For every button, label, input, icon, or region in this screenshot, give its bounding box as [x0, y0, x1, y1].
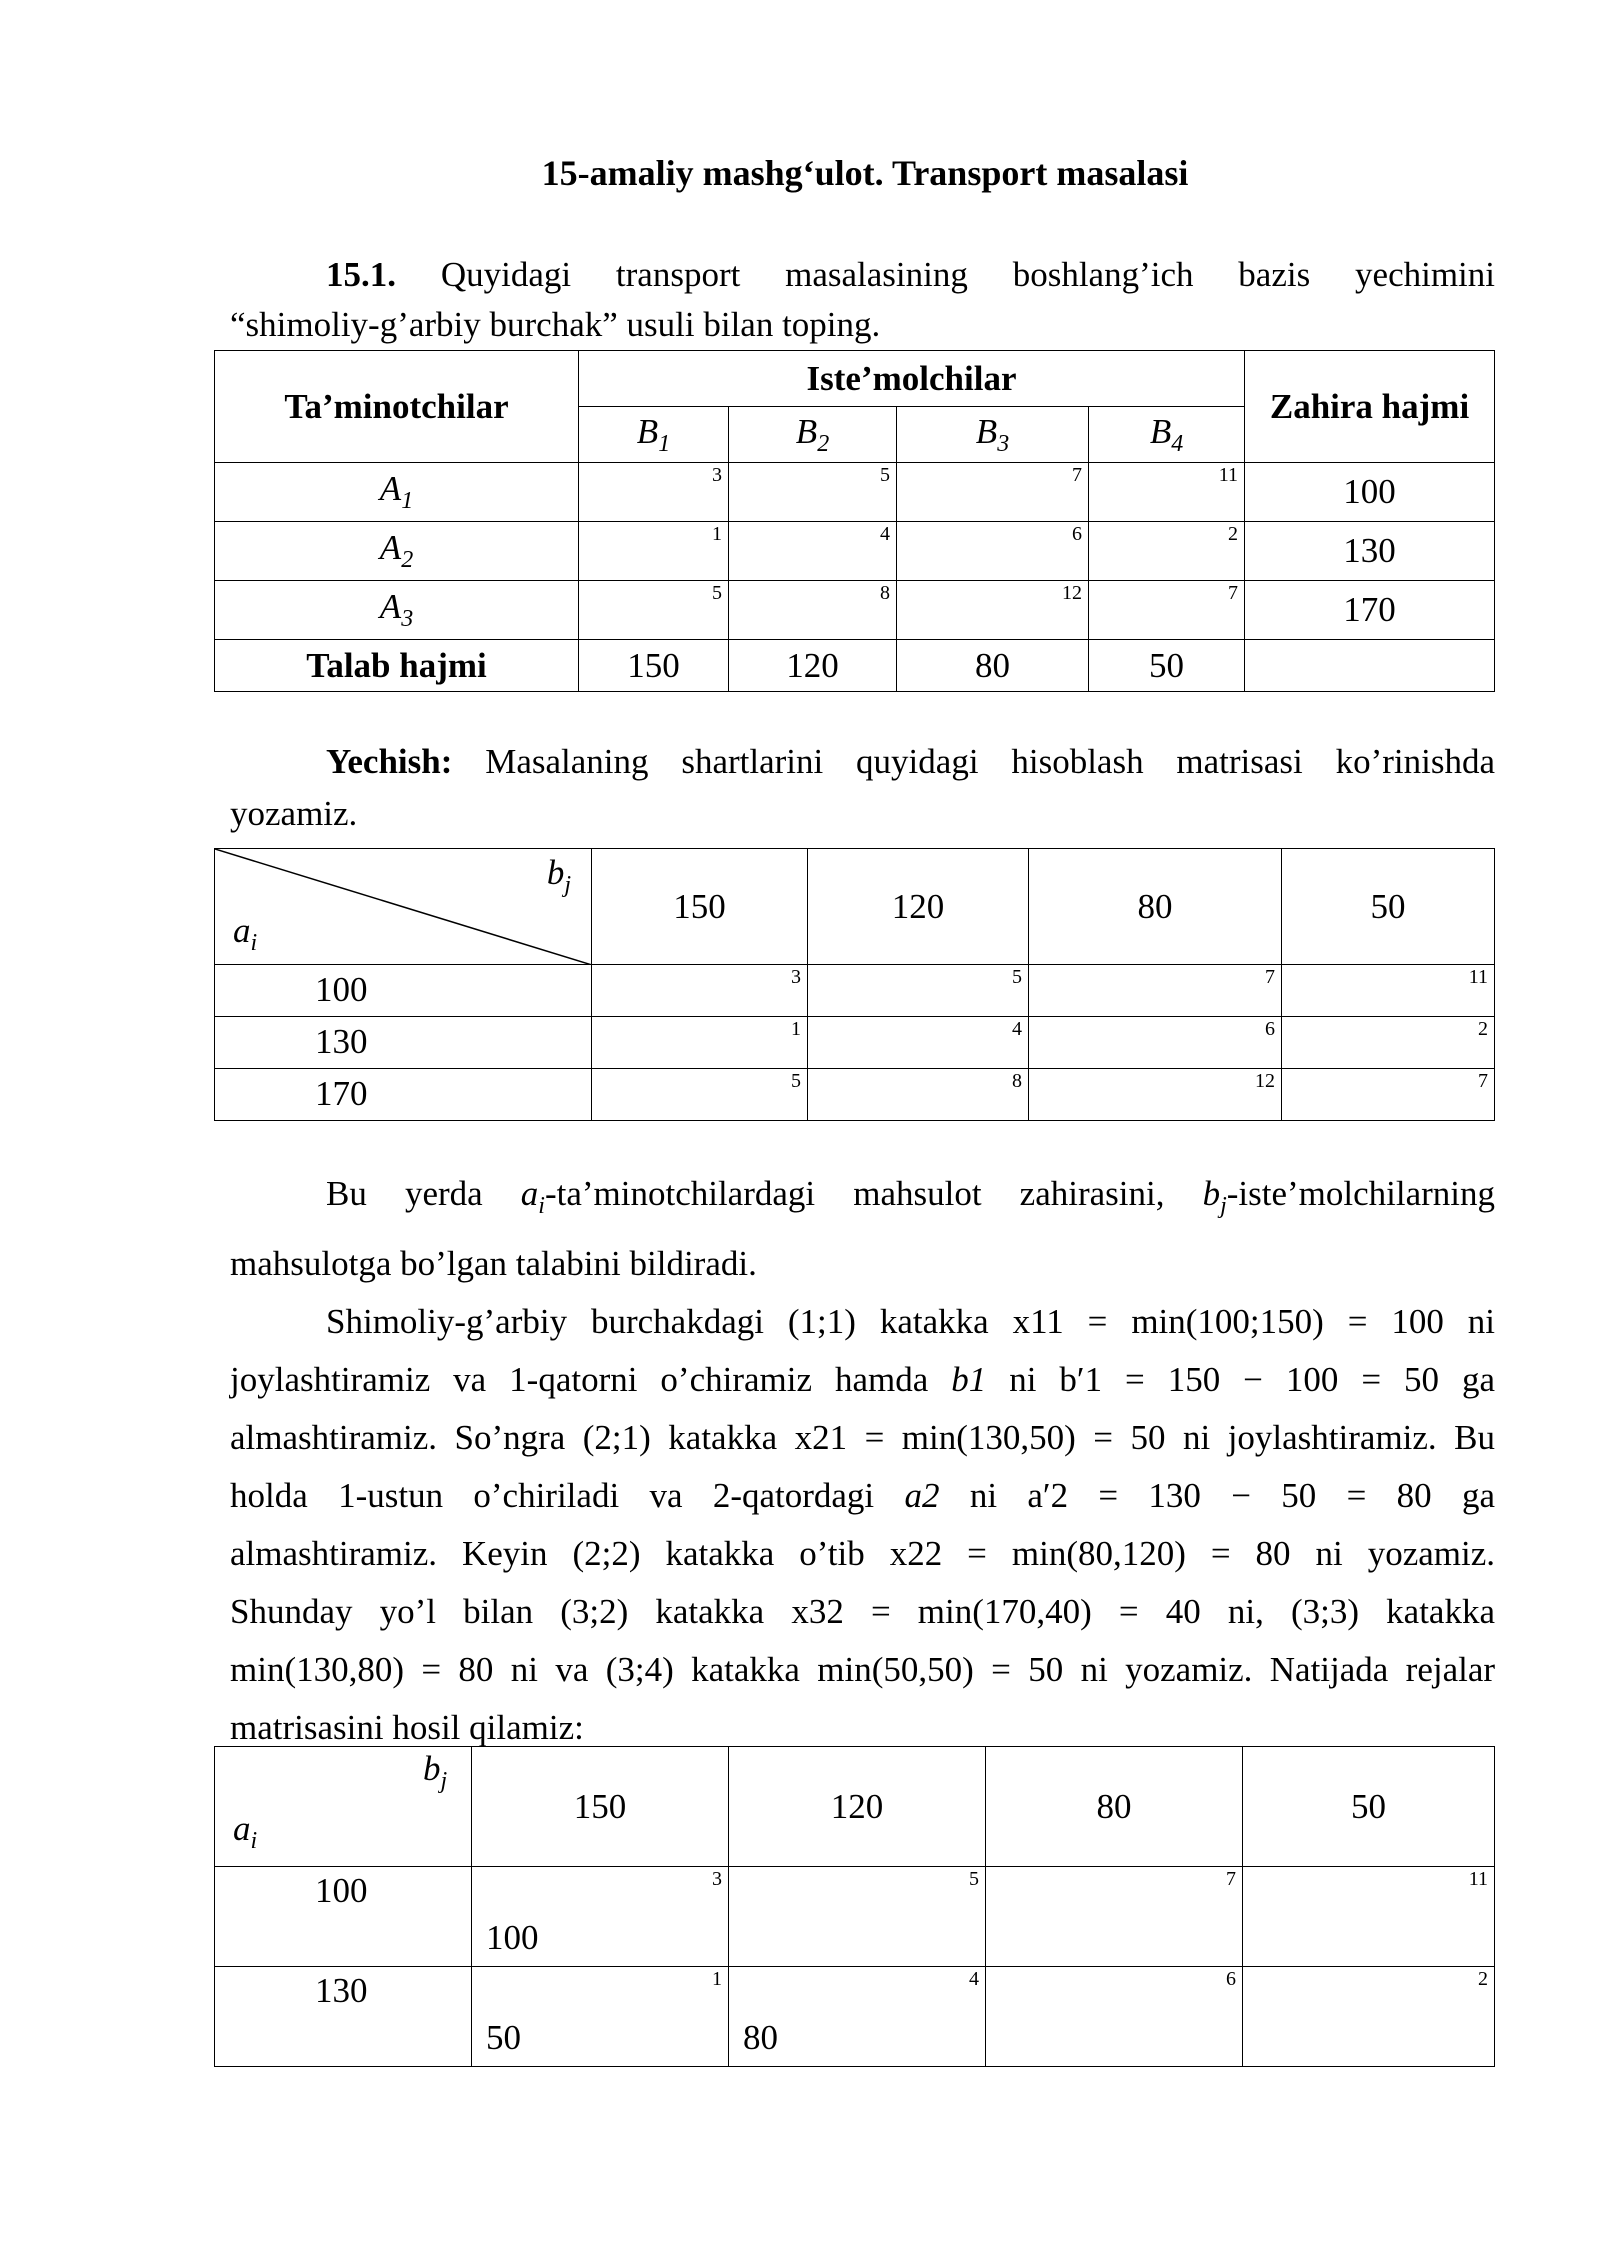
consumer-b1: $B_1$ — [579, 407, 729, 463]
table-row: $A_3$ 5 8 12 7 170 — [215, 581, 1495, 640]
table-row: 100 3 5 7 11 — [215, 965, 1495, 1017]
supply-header: Zahira hajmi — [1245, 351, 1495, 463]
supplier-a2: $A_2$ — [215, 522, 579, 581]
supply-value: 130 — [1245, 522, 1495, 581]
ai-label: $a_i$ — [233, 1809, 258, 1854]
diagonal-header — [215, 849, 592, 965]
table-row: 130 1 4 6 2 — [215, 1017, 1495, 1069]
supplier-a1: $A_1$ — [215, 463, 579, 522]
suppliers-header: Ta’minotchilar — [215, 351, 579, 463]
ai-bj-header — [215, 1747, 472, 1867]
consumer-b2: $B_2$ — [729, 407, 897, 463]
supply-value: 170 — [1245, 581, 1495, 640]
bj-label: $b_j$ — [423, 1749, 448, 1794]
supplier-a3: $A_3$ — [215, 581, 579, 640]
solution-text-line2: yozamiz. — [230, 794, 358, 833]
table-row: 170 5 8 12 7 — [215, 1069, 1495, 1121]
transport-table — [214, 350, 1495, 692]
table-row: 100 3 100 5 7 11 — [215, 1867, 1495, 1967]
supply-value: 100 — [1245, 463, 1495, 522]
table-row: $A_1$ 3 5 7 11 100 — [215, 463, 1495, 522]
solution-label: Yechish: — [326, 742, 453, 781]
consumers-header: Iste’molchilar — [579, 351, 1245, 407]
diagonal-line — [215, 849, 592, 965]
problem-number: 15.1. — [326, 255, 396, 294]
demand-label: Talab hajmi — [215, 640, 579, 692]
page-title: 15-amaliy mashg‘ulot. Transport masalasi — [541, 153, 1189, 193]
solution-intro — [230, 736, 1495, 840]
problem-text-line2: “shimoliy-g’arbiy burchak” usuli bilan toping. — [230, 305, 881, 344]
explanation-text: Bu yerda $a_i-ta’minotchilardagi$ mahsulot zahirasini, $b_j-iste’molchilarning$ mahsulotga bo’lgan talabini bildiradi. Shimoliy-g’arbiy burchakdagi (1;1) katakka x11 = min(100;150) = 100 ni joylashtiramiz va 1-qatorni o’chiramiz hamda b1 ni b′1 = 150 − 100 = 50 ga almashtiramiz. So’ngra (2;1) katakka x21 = min(130,50) = 50 ni joylashtiramiz. Bu holda 1-ustun o’chiriladi va 2-qatordagi a2 ni a′2 = 130 − 50 = 80 ga almashtiramiz. Keyin (2;2) katakka o’tib x22 = min(80,120) = 80 ni yozamiz. Shunday yo’l bilan (3;2) katakka x32 = min(170,40) = 40 ni, (3;3) katakka min(130,80) = 80 ni va (3;4) katakka min(50,50) = 50 ni yozamiz. Natijada rejalar matrisasini hosil qilamiz: — [230, 1174, 1496, 1747]
consumer-b4: $B_4$ — [1089, 407, 1245, 463]
demand-row: Talab hajmi 150 120 80 50 — [215, 640, 1495, 692]
ai-label: $a_i$ — [233, 911, 258, 956]
plan-matrix: $b_j$ $a_i$ 150 120 80 50 100 3 100 5 7 11 130 1 50 4 80 6 2 — [214, 1746, 1495, 2067]
consumer-b3: $B_3$ — [897, 407, 1089, 463]
calc-matrix: $b_j$ $a_i$ 150 120 80 50 100 3 5 7 11 130 1 4 6 2 170 5 8 12 7 — [214, 848, 1495, 1121]
bj-label: $b_j$ — [546, 853, 571, 898]
table-row: 130 1 50 4 80 6 2 — [215, 1967, 1495, 2067]
table-row: $A_2$ 1 4 6 2 130 — [215, 522, 1495, 581]
problem-text-line1: Quyidagi transport masalasining boshlang’ich bazis yechimini — [440, 255, 1496, 294]
problem-statement — [230, 250, 1495, 350]
solution-text-line1: Masalaning shartlarini quyidagi hisoblash matrisasi ko’rinishda — [485, 742, 1495, 781]
